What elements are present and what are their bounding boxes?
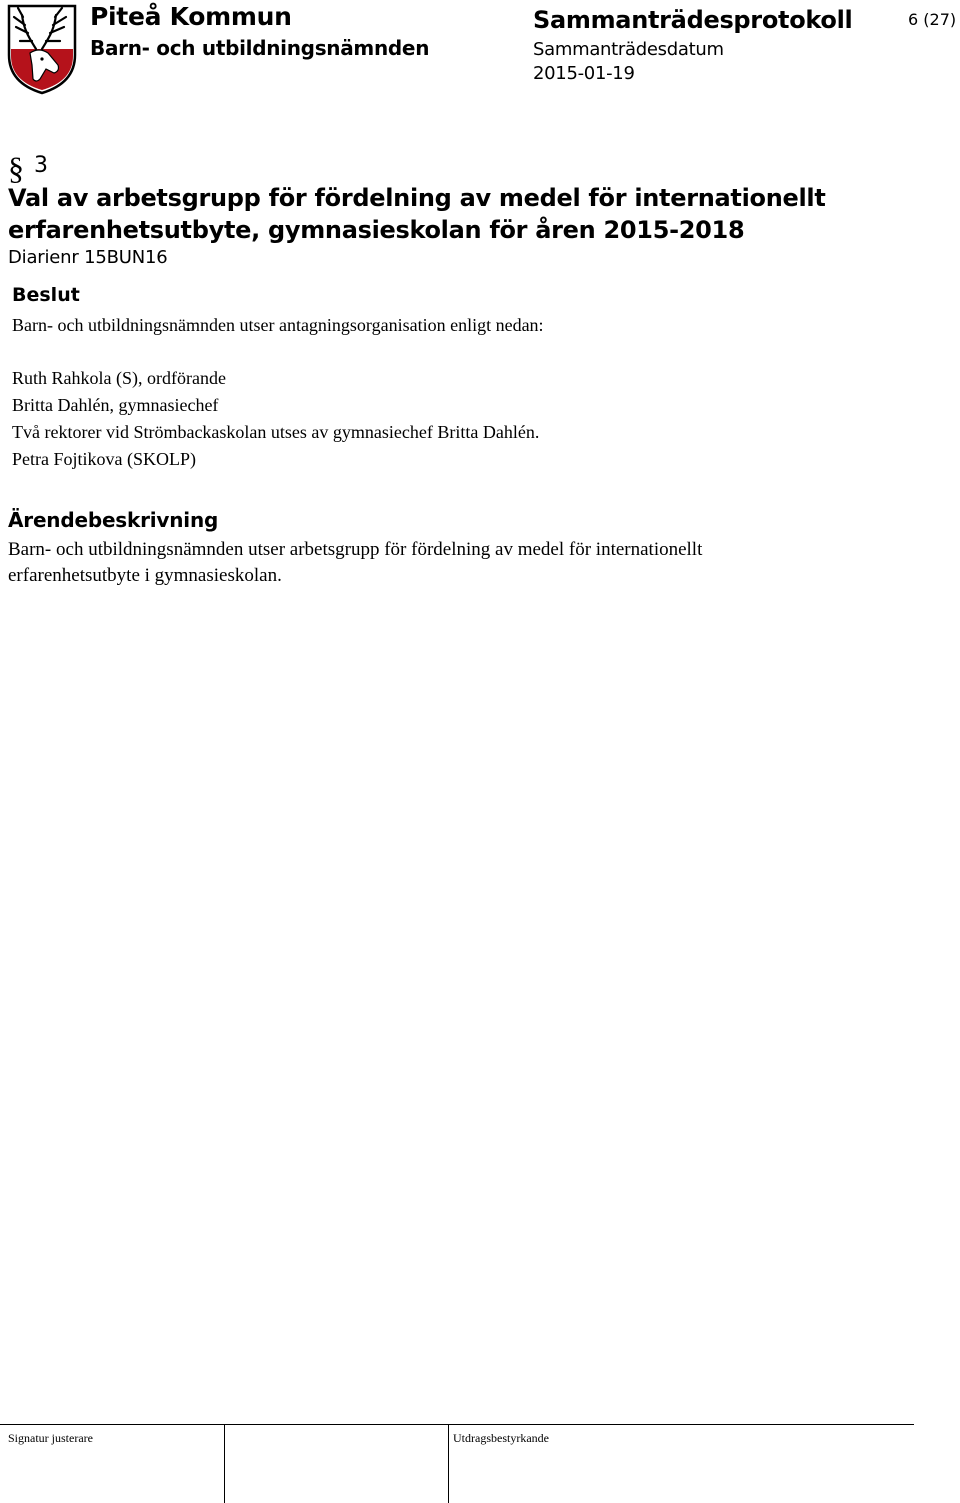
member-item: Ruth Rahkola (S), ordförande <box>12 368 226 388</box>
footer-rule <box>0 1424 914 1425</box>
member-item: Britta Dahlén, gymnasiechef <box>12 395 219 415</box>
page-number: 6 (27) <box>908 10 957 29</box>
document-type: Sammanträdesprotokoll <box>533 6 853 34</box>
beslut-text: Barn- och utbildningsnämnden utser antagningsorganisation enligt nedan: <box>12 315 544 335</box>
paragraph-sign: § <box>8 150 24 186</box>
footer-divider <box>224 1425 225 1503</box>
extract-certification-label: Utdragsbestyrkande <box>453 1431 549 1445</box>
meeting-date-label: Sammanträdesdatum <box>533 39 724 60</box>
board-name: Barn- och utbildningsnämnden <box>90 36 430 60</box>
paragraph-number: 3 <box>34 153 48 178</box>
meeting-date-value: 2015-01-19 <box>533 63 635 84</box>
paragraph-title: Val av arbetsgrupp för fördelning av medel för internationellt erfarenhetsutbyte, gymnasieskolan för åren 2015-2018 <box>8 184 826 244</box>
arende-heading: Ärendebeskrivning <box>8 508 219 532</box>
arende-text-line: Barn- och utbildningsnämnden utser arbetsgrupp för fördelning av medel för internationellt <box>8 539 703 560</box>
member-item: Petra Fojtikova (SKOLP) <box>12 449 196 469</box>
member-item: Två rektorer vid Strömbackaskolan utses av gymnasiechef Britta Dahlén. <box>12 422 540 442</box>
signature-label: Signatur justerare <box>8 1431 93 1445</box>
footer-divider <box>448 1425 449 1503</box>
beslut-heading: Beslut <box>12 284 80 306</box>
organization-name: Piteå Kommun <box>90 2 292 31</box>
arende-text-line: erfarenhetsutbyte i gymnasieskolan. <box>8 565 282 586</box>
diarienr: Diarienr 15BUN16 <box>8 247 168 268</box>
reindeer-coat-of-arms-icon <box>6 3 78 95</box>
